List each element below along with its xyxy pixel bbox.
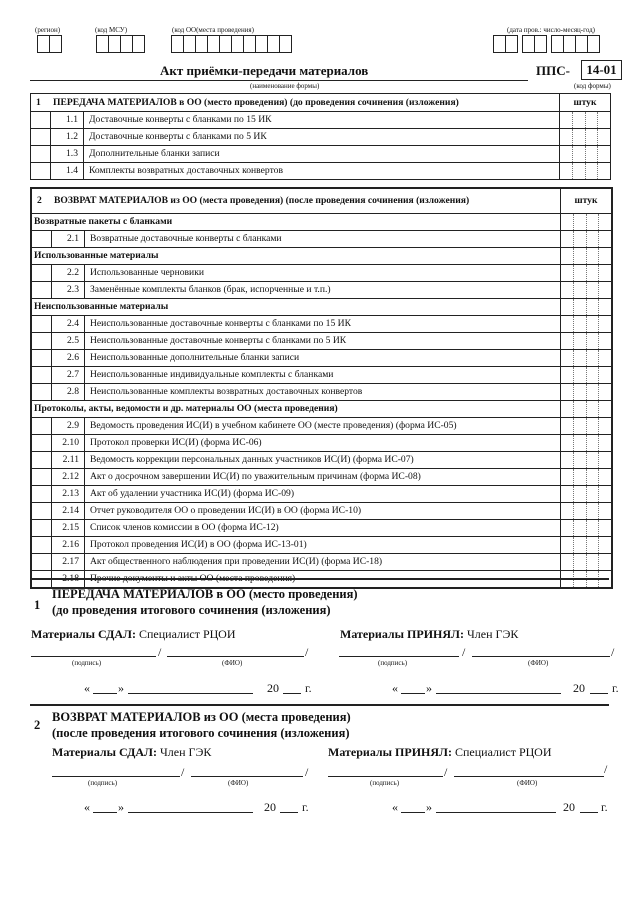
- transfer2-took-name-line[interactable]: [454, 776, 604, 777]
- table-row: [32, 281, 611, 298]
- transfer2-gave-year-prefix: 20: [264, 800, 276, 814]
- transfer1-took-day-line[interactable]: [401, 693, 425, 694]
- transfer1-took-year-suffix: г.: [612, 681, 619, 695]
- quantity-cell[interactable]: [560, 520, 611, 536]
- transfer1-took-date-open: «: [392, 681, 398, 695]
- transfer2-gave-date-close: »: [118, 800, 124, 814]
- table-row: [32, 315, 611, 332]
- row-text: Доставочные конверты с бланками по 15 ИК: [89, 114, 272, 125]
- table-row: [32, 553, 611, 570]
- transfer1-gave-slash: /: [158, 645, 162, 659]
- transfer2-gave-label: Материалы СДАЛ:: [52, 745, 157, 759]
- group-title: Неиспользованные материалы: [34, 301, 169, 312]
- transfer1-gave-slash-end: /: [305, 645, 309, 659]
- group-title: Протоколы, акты, ведомости и др. материалы ОО (места проведения): [34, 403, 338, 414]
- transfer1-number: 1: [34, 598, 41, 612]
- row-text: Использованные черновики: [90, 267, 204, 278]
- row-number: 2.12: [51, 469, 85, 485]
- table-row: [31, 162, 610, 179]
- table-row: [32, 417, 611, 434]
- transfer1-took-name-line[interactable]: [472, 656, 610, 657]
- transfer2-took-signature-line[interactable]: [328, 776, 443, 777]
- row-text: Возвратные доставочные конверты с бланками: [90, 233, 282, 244]
- transfer2-took-slash-end: /: [604, 762, 608, 776]
- group-title: Использованные материалы: [34, 250, 159, 261]
- transfer2-line2: (после проведения итогового сочинения (изложения): [52, 726, 350, 740]
- transfer1-gave-month-line[interactable]: [128, 693, 253, 694]
- transfer2-took-day-line[interactable]: [401, 812, 425, 813]
- section1-title: ПЕРЕДАЧА МАТЕРИАЛОВ в ОО (место проведения) (до проведения сочинения (изложения): [53, 97, 459, 108]
- table-row: [32, 451, 611, 468]
- transfer1-gave: [31, 627, 236, 642]
- row-number: 2.11: [51, 452, 85, 468]
- quantity-cell[interactable]: [560, 367, 611, 383]
- row-number: 2.1: [51, 231, 85, 247]
- oo-caption: (код ОО(места проведения): [172, 26, 254, 34]
- table-row: [32, 366, 611, 383]
- group-header: [32, 247, 611, 264]
- transfer1-took-date-close: »: [426, 681, 432, 695]
- row-number: 2.8: [51, 384, 85, 400]
- transfer2-gave-year-suffix: г.: [302, 800, 309, 814]
- group-header: [32, 400, 611, 417]
- transfer2-took-year-line[interactable]: [580, 812, 598, 813]
- table-row: [31, 145, 610, 162]
- row-text: Акт общественного наблюдения при проведении ИС(И) (форма ИС-18): [90, 556, 383, 567]
- row-text: Акт об удалении участника ИС(И) (форма ИС-09): [90, 488, 295, 499]
- row-number: 2.15: [51, 520, 85, 536]
- row-text: Неиспользованные индивидуальные комплекты с бланками: [90, 369, 334, 380]
- quantity-cell[interactable]: [560, 452, 611, 468]
- oo-code-boxes[interactable]: [171, 35, 292, 53]
- transfer1-line2: (до проведения итогового сочинения (изложения): [52, 603, 331, 617]
- transfer2-took: [328, 745, 552, 760]
- row-number: 2.2: [51, 265, 85, 281]
- form-code-prefix: ППС-: [536, 63, 570, 78]
- msu-caption: (код МСУ): [95, 26, 128, 34]
- row-number: 1.2: [50, 129, 84, 145]
- quantity-cell[interactable]: [560, 350, 611, 366]
- transfer1-took-year-line[interactable]: [590, 693, 608, 694]
- transfer1-took-signature-line[interactable]: [339, 656, 459, 657]
- transfer2-took-slash: /: [444, 765, 448, 779]
- transfer2-gave-name-line[interactable]: [191, 776, 303, 777]
- quantity-cell[interactable]: [560, 265, 611, 281]
- transfer1-gave-signature-caption: (подпись): [72, 659, 102, 667]
- table-row: [31, 128, 610, 145]
- title-underline: [30, 80, 528, 81]
- transfer2-gave-day-line[interactable]: [93, 812, 117, 813]
- group-title: Возвратные пакеты с бланками: [34, 216, 173, 227]
- transfer1-gave-name-caption: (ФИО): [222, 659, 243, 667]
- transfer2-took-year-prefix: 20: [563, 800, 575, 814]
- table-row: [32, 536, 611, 553]
- section2-title: ВОЗВРАТ МАТЕРИАЛОВ из ОО (места проведения) (после проведения сочинения (изложения): [54, 195, 470, 206]
- section1-header: [31, 94, 610, 111]
- section1-table: [30, 93, 611, 180]
- row-number: 2.10: [51, 435, 85, 451]
- quantity-cell[interactable]: [560, 299, 611, 315]
- quantity-cell[interactable]: [560, 333, 611, 349]
- row-text: Неиспользованные комплекты возвратных доставочных конвертов: [90, 386, 363, 397]
- row-number: 2.16: [51, 537, 85, 553]
- table-row: [32, 468, 611, 485]
- table-row: [32, 519, 611, 536]
- table-row: [32, 349, 611, 366]
- row-text: Доставочные конверты с бланками по 5 ИК: [89, 131, 267, 142]
- quantity-cell[interactable]: [560, 554, 611, 570]
- date-boxes[interactable]: [493, 35, 600, 53]
- transfer2-took-year-suffix: г.: [601, 800, 608, 814]
- section2-number: 2: [37, 195, 42, 206]
- table-row: [31, 112, 610, 128]
- quantity-cell[interactable]: [560, 469, 611, 485]
- transfer2-gave-name-caption: (ФИО): [228, 779, 249, 787]
- row-number: 2.18: [51, 571, 85, 587]
- quantity-cell[interactable]: [559, 112, 610, 128]
- transfer1-gave-name-line[interactable]: [167, 656, 304, 657]
- quantity-cell[interactable]: [560, 435, 611, 451]
- transfer1-rule: [30, 578, 609, 580]
- row-number: 1.3: [50, 146, 84, 162]
- quantity-cell[interactable]: [560, 248, 611, 264]
- transfer2-gave-month-line[interactable]: [128, 812, 253, 813]
- section2-header: [32, 189, 611, 213]
- transfer1-gave-role: Специалист РЦОИ: [138, 627, 236, 641]
- transfer2-took-month-line[interactable]: [436, 812, 556, 813]
- row-number: 2.5: [51, 333, 85, 349]
- transfer1-line1: ПЕРЕДАЧА МАТЕРИАЛОВ в ОО (место проведения): [52, 587, 358, 601]
- row-text: Прочие документы и акты ОО (места проведения): [90, 573, 296, 584]
- table-row: [32, 434, 611, 451]
- row-text: Список членов комиссии в ОО (форма ИС-12): [90, 522, 279, 533]
- form-title: Акт приёмки-передачи материалов: [160, 63, 369, 78]
- row-number: 2.9: [51, 418, 85, 434]
- table-row: [32, 332, 611, 349]
- section2-table: [30, 187, 613, 589]
- quantity-cell[interactable]: [560, 384, 611, 400]
- transfer2-gave-year-line[interactable]: [280, 812, 298, 813]
- transfer2-took-signature-caption: (подпись): [370, 779, 400, 787]
- transfer1-took-role: Член ГЭК: [466, 627, 519, 641]
- quantity-cell[interactable]: [560, 486, 611, 502]
- row-text: Заменённые комплекты бланков (брак, испорченные и т.п.): [90, 284, 331, 295]
- row-number: 2.17: [51, 554, 85, 570]
- table-row: [32, 264, 611, 281]
- form-title-caption: (наименование формы): [250, 82, 320, 90]
- transfer1-took-slash: /: [462, 645, 466, 659]
- row-number: 1.4: [50, 163, 84, 179]
- transfer1-took-label: Материалы ПРИНЯЛ:: [340, 627, 464, 641]
- row-text: Комплекты возвратных доставочных конвертов: [89, 165, 283, 176]
- transfer1-took-slash-end: /: [611, 645, 615, 659]
- transfer1-gave-day-line[interactable]: [93, 693, 117, 694]
- transfer1-took-signature-caption: (подпись): [378, 659, 408, 667]
- transfer2-gave-slash-end: /: [305, 765, 309, 779]
- row-number: 2.3: [51, 282, 85, 298]
- transfer1-gave-signature-line[interactable]: [31, 656, 156, 657]
- transfer1-gave-date-open: «: [84, 681, 90, 695]
- row-text: Неиспользованные дополнительные бланки записи: [90, 352, 300, 363]
- transfer1-gave-label: Материалы СДАЛ:: [31, 627, 136, 641]
- quantity-cell[interactable]: [560, 537, 611, 553]
- form-code-box: 14-01: [581, 60, 622, 80]
- transfer1-gave-year-prefix: 20: [267, 681, 279, 695]
- transfer2-gave-slash: /: [181, 765, 185, 779]
- quantity-cell[interactable]: [560, 401, 611, 417]
- quantity-cell[interactable]: [559, 129, 610, 145]
- region-caption: (регион): [35, 26, 61, 34]
- group-header: [32, 214, 611, 230]
- transfer2-rule: [30, 704, 609, 706]
- transfer2-took-name-caption: (ФИО): [517, 779, 538, 787]
- transfer2-took-date-open: «: [392, 800, 398, 814]
- quantity-cell[interactable]: [559, 146, 610, 162]
- section2-qty-header: штук: [560, 189, 611, 213]
- transfer1-took-month-line[interactable]: [436, 693, 561, 694]
- section1-number: 1: [36, 97, 41, 108]
- transfer1-gave-year-suffix: г.: [305, 681, 312, 695]
- table-row: [32, 485, 611, 502]
- quantity-cell[interactable]: [560, 282, 611, 298]
- quantity-cell[interactable]: [560, 214, 611, 230]
- quantity-cell[interactable]: [559, 163, 610, 179]
- transfer2-took-label: Материалы ПРИНЯЛ:: [328, 745, 452, 759]
- transfer2-gave-signature-caption: (подпись): [88, 779, 118, 787]
- transfer2-gave-role: Член ГЭК: [159, 745, 212, 759]
- transfer2-line1: ВОЗВРАТ МАТЕРИАЛОВ из ОО (места проведения): [52, 710, 351, 724]
- transfer1-took-year-prefix: 20: [573, 681, 585, 695]
- row-number: 2.14: [51, 503, 85, 519]
- transfer1-gave-date-close: »: [118, 681, 124, 695]
- row-text: Ведомость коррекции персональных данных участников ИС(И) (форма ИС-07): [90, 454, 414, 465]
- row-text: Протокол проведения ИС(И) в ОО (форма ИС-13-01): [90, 539, 307, 550]
- row-number: 2.4: [51, 316, 85, 332]
- transfer2-number: 2: [34, 718, 41, 732]
- row-number: 1.1: [50, 112, 84, 128]
- row-text: Ведомость проведения ИС(И) в учебном кабинете ОО (месте проведения) (форма ИС-05): [90, 420, 457, 431]
- row-number: 2.6: [51, 350, 85, 366]
- row-text: Неиспользованные доставочные конверты с бланками по 15 ИК: [90, 318, 351, 329]
- quantity-cell[interactable]: [560, 231, 611, 247]
- transfer1-took-name-caption: (ФИО): [528, 659, 549, 667]
- table-row: [32, 383, 611, 400]
- table-row: [32, 502, 611, 519]
- row-text: Протокол проверки ИС(И) (форма ИС-06): [90, 437, 262, 448]
- transfer1-gave-year-line[interactable]: [283, 693, 301, 694]
- region-code-boxes[interactable]: [37, 35, 62, 53]
- row-text: Дополнительные бланки записи: [89, 148, 220, 159]
- transfer1-took: [340, 627, 518, 642]
- date-caption: (дата пров.: число-месяц-год): [507, 26, 596, 34]
- form-code-caption: (код формы): [574, 82, 611, 90]
- quantity-cell[interactable]: [560, 418, 611, 434]
- row-text: Акт о досрочном завершении ИС(И) по уважительным причинам (форма ИС-08): [90, 471, 421, 482]
- row-number: 2.7: [51, 367, 85, 383]
- quantity-cell[interactable]: [560, 316, 611, 332]
- msu-code-boxes[interactable]: [96, 35, 145, 53]
- section1-qty-header: штук: [559, 94, 610, 111]
- row-text: Неиспользованные доставочные конверты с бланками по 5 ИК: [90, 335, 347, 346]
- row-text: Отчет руководителя ОО о проведении ИС(И) в ОО (форма ИС-10): [90, 505, 362, 516]
- transfer2-took-date-close: »: [426, 800, 432, 814]
- transfer2-gave: [52, 745, 211, 760]
- group-header: [32, 298, 611, 315]
- quantity-cell[interactable]: [560, 503, 611, 519]
- transfer2-gave-date-open: «: [84, 800, 90, 814]
- row-number: 2.13: [51, 486, 85, 502]
- table-row: [32, 230, 611, 247]
- transfer2-took-role: Специалист РЦОИ: [454, 745, 552, 759]
- transfer2-gave-signature-line[interactable]: [52, 776, 180, 777]
